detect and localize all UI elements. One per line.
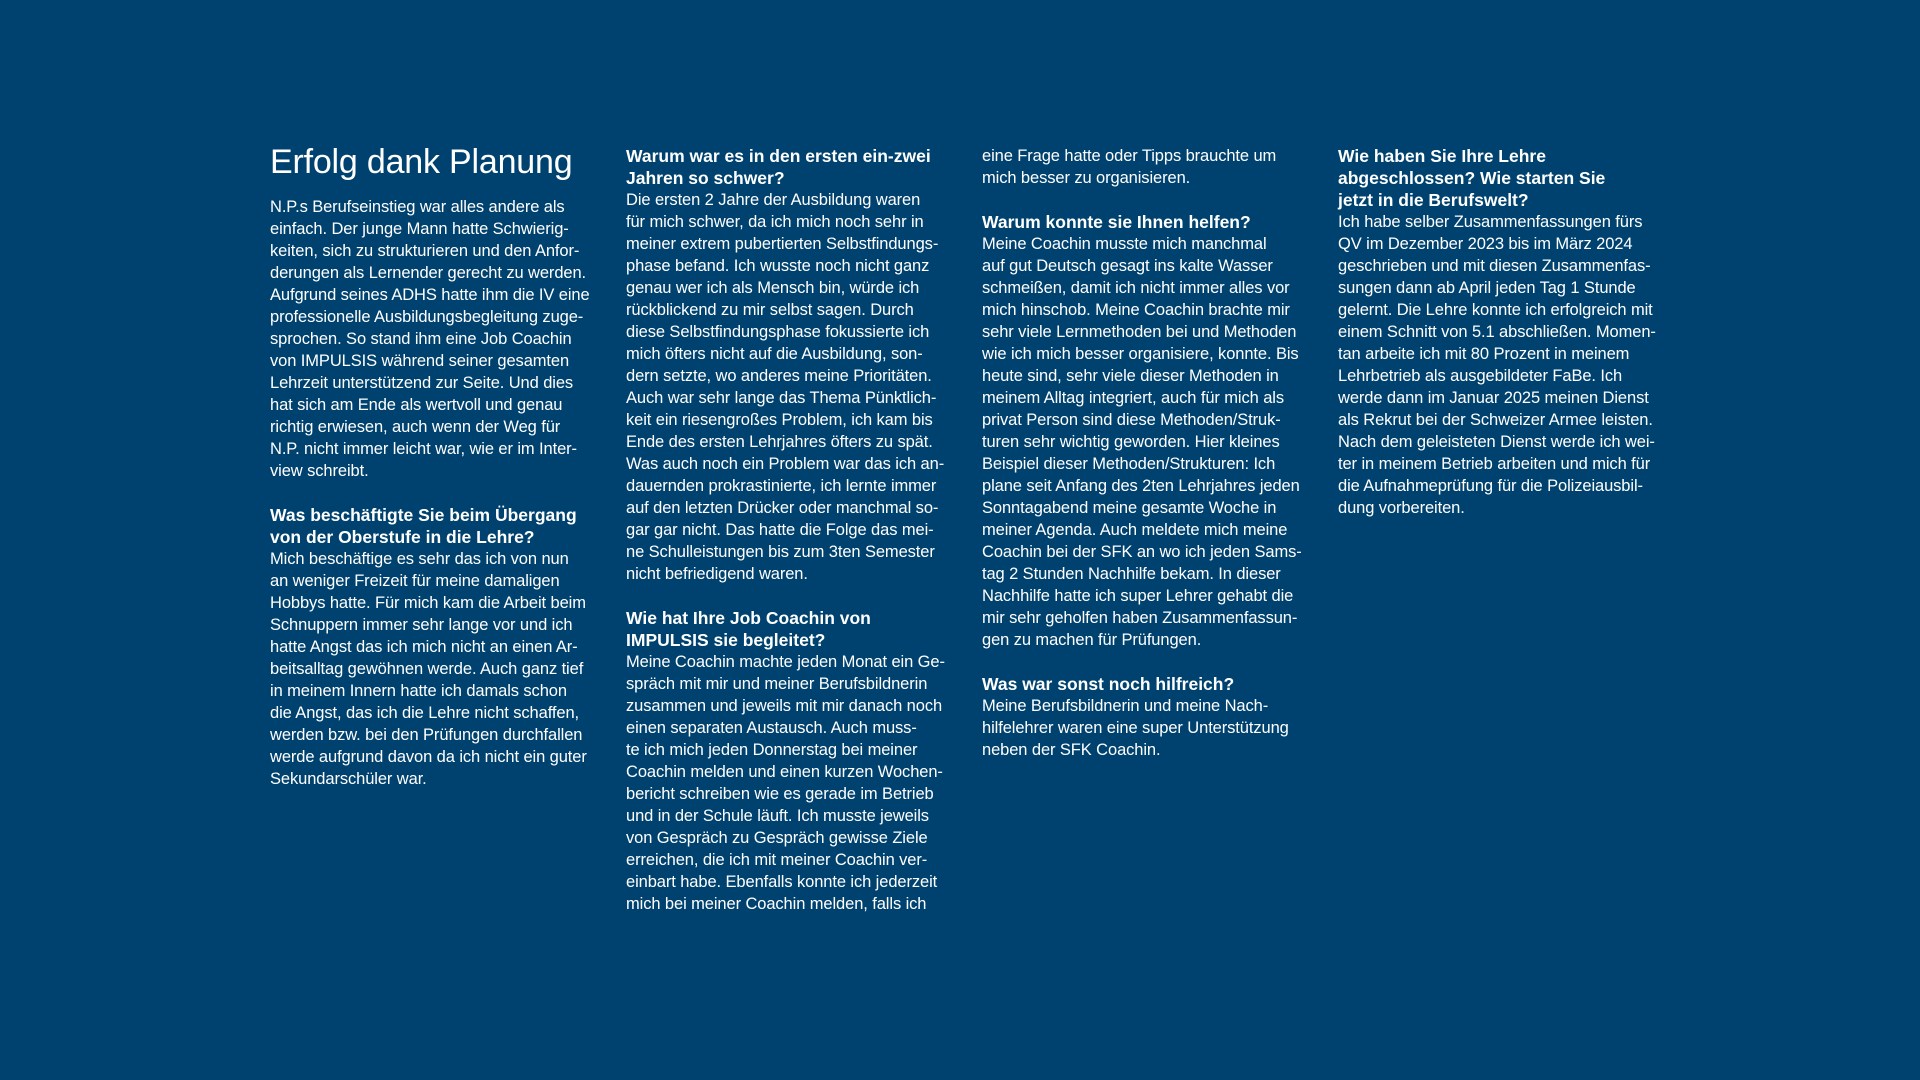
question-heading-completion: Wie haben Sie Ihre Lehre abgeschlossen? Wie starten Sie jetzt in die Berufswelt? [1338,146,1606,210]
answer-coaching-continued: eine Frage hatte oder Tipps brauchte um mich besser zu organisieren. [982,147,1277,187]
article-title: Erfolg dank Planung [270,143,573,181]
column-2 [626,145,951,937]
intro-paragraph: N.P.s Berufseinstieg war alles andere als einfach. Der junge Mann hatte Schwierig- keiten, sich zu strukturieren und den Anfor- derungen als Lernender gerecht zu werden. Aufgrund seines ADHS hatte ihm die IV eine professionelle Ausbildungsbegleitung zuge- sprochen. So stand ihm eine Job Coachin von IMPULSIS während seiner gesamten Lehrzeit unterstützend zur Seite. Und dies hat sich am Ende als wertvoll und genau richtig erwiesen, auch wenn der Weg für N.P. nicht immer leicht war, wie er im Inter- view schreibt. [270,198,590,480]
question-heading-why-helpful: Warum konnte sie Ihnen helfen? [982,212,1251,232]
answer-difficult-years: Die ersten 2 Jahre der Ausbildung waren für mich schwer, da ich mich noch sehr in meiner extrem pubertierten Selbstfindungs- phase befand. Ich wusste noch nicht ganz genau wer ich als Mensch bin, würde ich rückblickend zu mir selbst sagen. Durch diese Selbstfindungsphase fokussierte ich mich öfters nicht auf die Ausbildung, son- dern setzte, wo anderes meine Prioritäten. Auch war sehr lange das Thema Pünktlich- keit ein riesengroßes Problem, ich kam bis Ende des ersten Lehrjahres öfters zu spät. Was auch noch ein Problem war das ich an- dauernden prokrastinierte, ich lernte immer auf den letzten Drücker oder manchmal so- gar gar nicht. Das hatte die Folge das mei- ne Schulleistungen bis zum 3ten Semester nicht befriedigend waren. [626,191,945,583]
answer-other-help: Meine Berufsbildnerin und meine Nach- hilfelehrer waren eine super Unterstützung neben der SFK Coachin. [982,697,1289,759]
answer-completion: Ich habe selber Zusammenfassungen fürs QV im Dezember 2023 bis im März 2024 geschrieben und mit diesen Zusammenfas- sungen dann ab April jeden Tag 1 Stunde gelernt. Die Lehre konnte ich erfolgreich mit einem Schnitt von 5.1 abschließen. Momen- tan arbeite ich mit 80 Prozent in meinem Lehrbetrieb als ausgebildeter FaBe. Ich werde dann im Januar 2025 meinen Dienst als Rekrut bei der Schweizer Armee leisten. Nach dem geleisteten Dienst werde ich wei- ter in meinem Betrieb arbeiten und mich für die Aufnahmeprüfung für die Polizeiausbil- dung vorbereiten. [1338,213,1656,517]
question-heading-other-help: Was war sonst noch hilfreich? [982,674,1235,694]
question-heading-difficult-years: Warum war es in den ersten ein-zwei Jahren so schwer? [626,146,931,188]
question-heading-coaching: Wie hat Ihre Job Coachin von IMPULSIS sie begleitet? [626,608,871,650]
column-3 [982,145,1307,783]
answer-transition: Mich beschäftige es sehr das ich von nun an weniger Freizeit für meine damaligen Hobbys hatte. Für mich kam die Arbeit beim Schnuppern immer sehr lange vor und ich hatte Angst das ich mich nicht an einen Ar- beitsalltag gewöhnen werde. Auch ganz tief in meinem Innern hatte ich damals schon die Angst, das ich die Lehre nicht schaffen, werden bzw. bei den Prüfungen durchfallen werde aufgrund davon da ich nicht ein guter Sekundarschüler war. [270,550,587,788]
answer-why-helpful: Meine Coachin musste mich manchmal auf gut Deutsch gesagt ins kalte Wasser schmeißen, damit ich nicht immer alles vor mich hinschob. Meine Coachin brachte mir sehr viele Lernmethoden bei und Methoden wie ich mich besser organisiere, konnte. Bis heute sind, sehr viele dieser Methoden in meinem Alltag integriert, auch für mich als privat Person sind diese Methoden/Struk- turen sehr wichtig geworden. Hier kleines Beispiel dieser Methoden/Strukturen: Ich plane seit Anfang des 2ten Lehrjahres jeden Sonntagabend meine gesamte Woche in meiner Agenda. Auch meldete mich meine Coachin bei der SFK an wo ich jeden Sams- tag 2 Stunden Nachhilfe bekam. In dieser Nachhilfe hatte ich super Lehrer gehabt die mir sehr geholfen haben Zusammenfassun- gen zu machen für Prüfungen. [982,235,1302,649]
answer-coaching: Meine Coachin machte jeden Monat ein Ge- spräch mit mir und meiner Berufsbildnerin zusammen und jeweils mit mir danach noch einen separaten Austausch. Auch muss- te ich mich jeden Donnerstag bei meiner Coachin melden und einen kurzen Wochen- bericht schreiben wie es gerade im Betrieb und in der Schule läuft. Ich musste jeweils von Gespräch zu Gespräch gewisse Ziele erreichen, die ich mit meiner Coachin ver- einbart habe. Ebenfalls konnte ich jederzeit mich bei meiner Coachin melden, falls ich [626,653,945,913]
question-heading-transition: Was beschäftigte Sie beim Übergang von der Oberstufe in die Lehre? [270,505,577,547]
column-1 [270,142,595,812]
column-4 [1338,145,1663,541]
